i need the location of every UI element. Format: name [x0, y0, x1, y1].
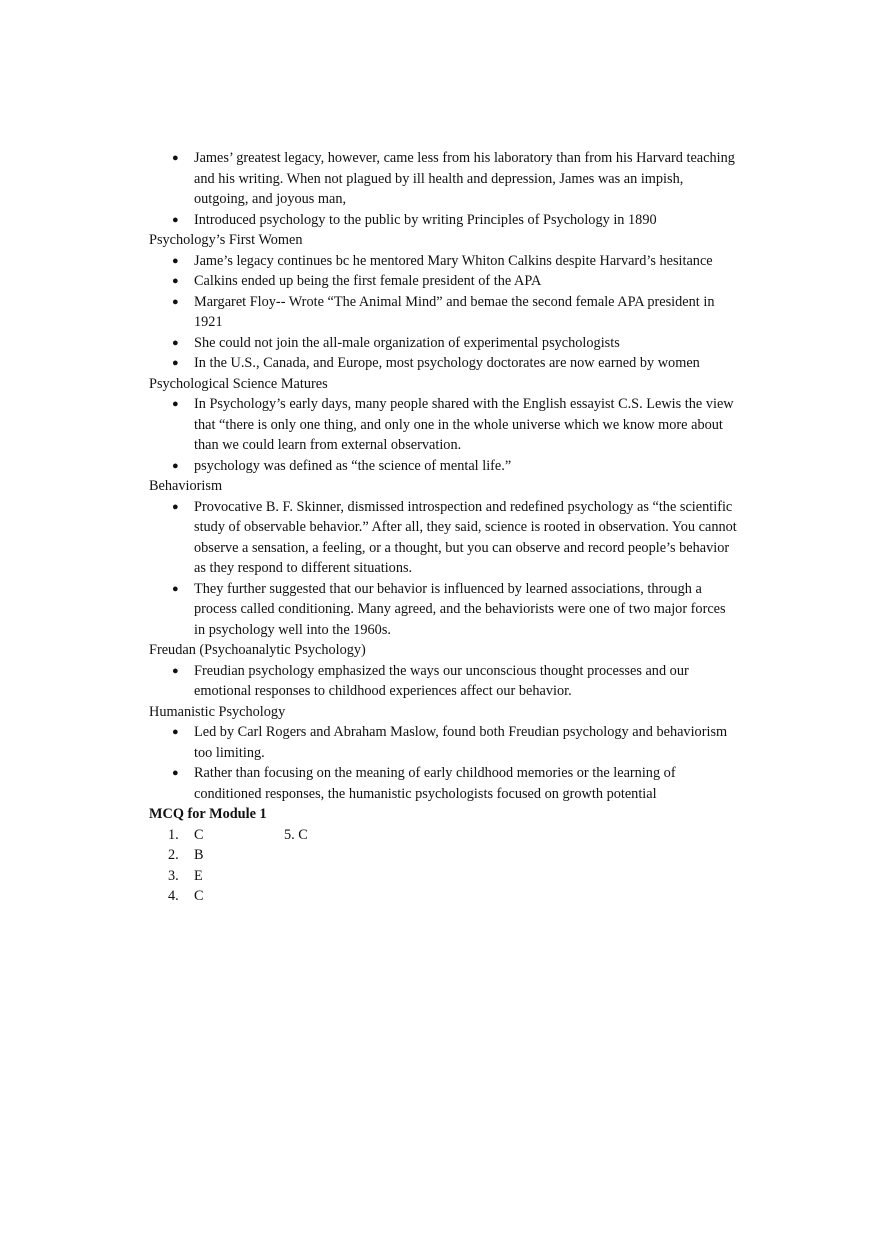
bullet-icon: ● [172, 295, 179, 308]
mcq-answer-number: 1. [168, 826, 179, 843]
list-item: ● In Psychology’s early days, many people shared with the English essayist C.S. Lewis the view that “there is only one thing, and only one in the whole universe which we know more about than we could learn from external observation. [172, 396, 734, 453]
list-item: ● In the U.S., Canada, and Europe, most psychology doctorates are now earned by women [194, 353, 739, 374]
mcq-heading: MCQ for Module 1 [149, 806, 267, 822]
list-item: ● Introduced psychology to the public by writing Principles of Psychology in 1890 [194, 210, 739, 231]
mcq-answer-item [168, 845, 739, 866]
mcq-answer-number: 2. [168, 847, 179, 863]
bullet-icon: ● [172, 213, 179, 226]
section-heading-humanistic: Humanistic Psychology [149, 703, 286, 720]
section-heading-behaviorism: Behaviorism [149, 478, 223, 494]
list-item: ● Provocative B. F. Skinner, dismissed introspection and redefined psychology as “the scientific study of observable behavior.” After all, they said, science is rooted in observation. You cannot observe a sensation, a feeling, or a thought, but you can observe and record people’s behavior as they respond to different situations. [172, 498, 737, 576]
mcq-answer-item [168, 866, 739, 887]
bullet-list-science-matures [149, 394, 739, 476]
bullet-list-freudian [149, 661, 739, 702]
list-item: ● She could not join the all-male organization of experimental psychologists [194, 333, 739, 354]
list-item: ● They further suggested that our behavior is influenced by learned associations, through a process called conditioning. Many agreed, and the behaviorists were one of two major forces in psychology well into the 1960s. [172, 580, 726, 638]
bullet-icon: ● [172, 398, 179, 410]
list-item: ● Led by Carl Rogers and Abraham Maslow, found both Freudian psychology and behaviorism too limiting. [172, 724, 728, 761]
mcq-answer-value: C [194, 826, 204, 843]
list-item: ● psychology was defined as “the science of mental life.” [194, 456, 739, 477]
list-item: ● Margaret Floy-- Wrote “The Animal Mind” and bemae the second female APA president in 1921 [172, 293, 715, 330]
section-heading-freudian: Freudan (Psychoanalytic Psychology) [149, 642, 366, 658]
bullet-icon: ● [172, 254, 179, 267]
mcq-answer-number: 4. [168, 888, 179, 904]
section-heading-science-matures: Psychological Science Matures [149, 375, 328, 392]
mcq-answer-value: E [194, 867, 203, 884]
bullet-icon: ● [172, 459, 179, 472]
list-item: ● Calkins ended up being the first female president of the APA [194, 271, 739, 292]
list-item: ● Rather than focusing on the meaning of early childhood memories or the learning of conditioned responses, the humanistic psychologists focused on growth potential [172, 765, 676, 802]
bullet-icon: ● [172, 726, 179, 738]
mcq-answer-item [168, 825, 739, 846]
bullet-icon: ● [172, 582, 179, 595]
bullet-icon: ● [172, 767, 179, 779]
document-page [149, 148, 739, 907]
mcq-answer-value: B [194, 847, 204, 863]
mcq-answer-list [149, 825, 739, 907]
bullet-list-behaviorism [149, 497, 739, 641]
mcq-answer-five: 5. C [284, 826, 308, 843]
list-item: ● Jame’s legacy continues bc he mentored Mary Whiton Calkins despite Harvard’s hesitance [194, 251, 739, 272]
section-heading-first-women: Psychology’s First Women [149, 232, 303, 248]
bullet-list-humanistic [149, 722, 739, 804]
bullet-list-james [149, 148, 739, 230]
bullet-icon: ● [172, 500, 179, 513]
bullet-icon: ● [172, 664, 179, 677]
mcq-answers [149, 825, 739, 907]
mcq-answer-value: C [194, 888, 204, 904]
bullet-icon: ● [172, 357, 179, 369]
mcq-answer-number: 3. [168, 867, 179, 884]
list-item: ● James’ greatest legacy, however, came less from his laboratory than from his Harvard teaching and his writing. When not plagued by ill health and depression, James was an impish, outgoing, and joyous man, [172, 150, 735, 207]
list-item: ● Freudian psychology emphasized the ways our unconscious thought processes and our emotional responses to childhood experiences affect our behavior. [172, 662, 689, 699]
bullet-list-first-women [149, 251, 739, 374]
mcq-answer-item [168, 886, 739, 907]
bullet-icon: ● [172, 275, 179, 287]
bullet-icon: ● [172, 152, 179, 164]
bullet-icon: ● [172, 336, 179, 349]
